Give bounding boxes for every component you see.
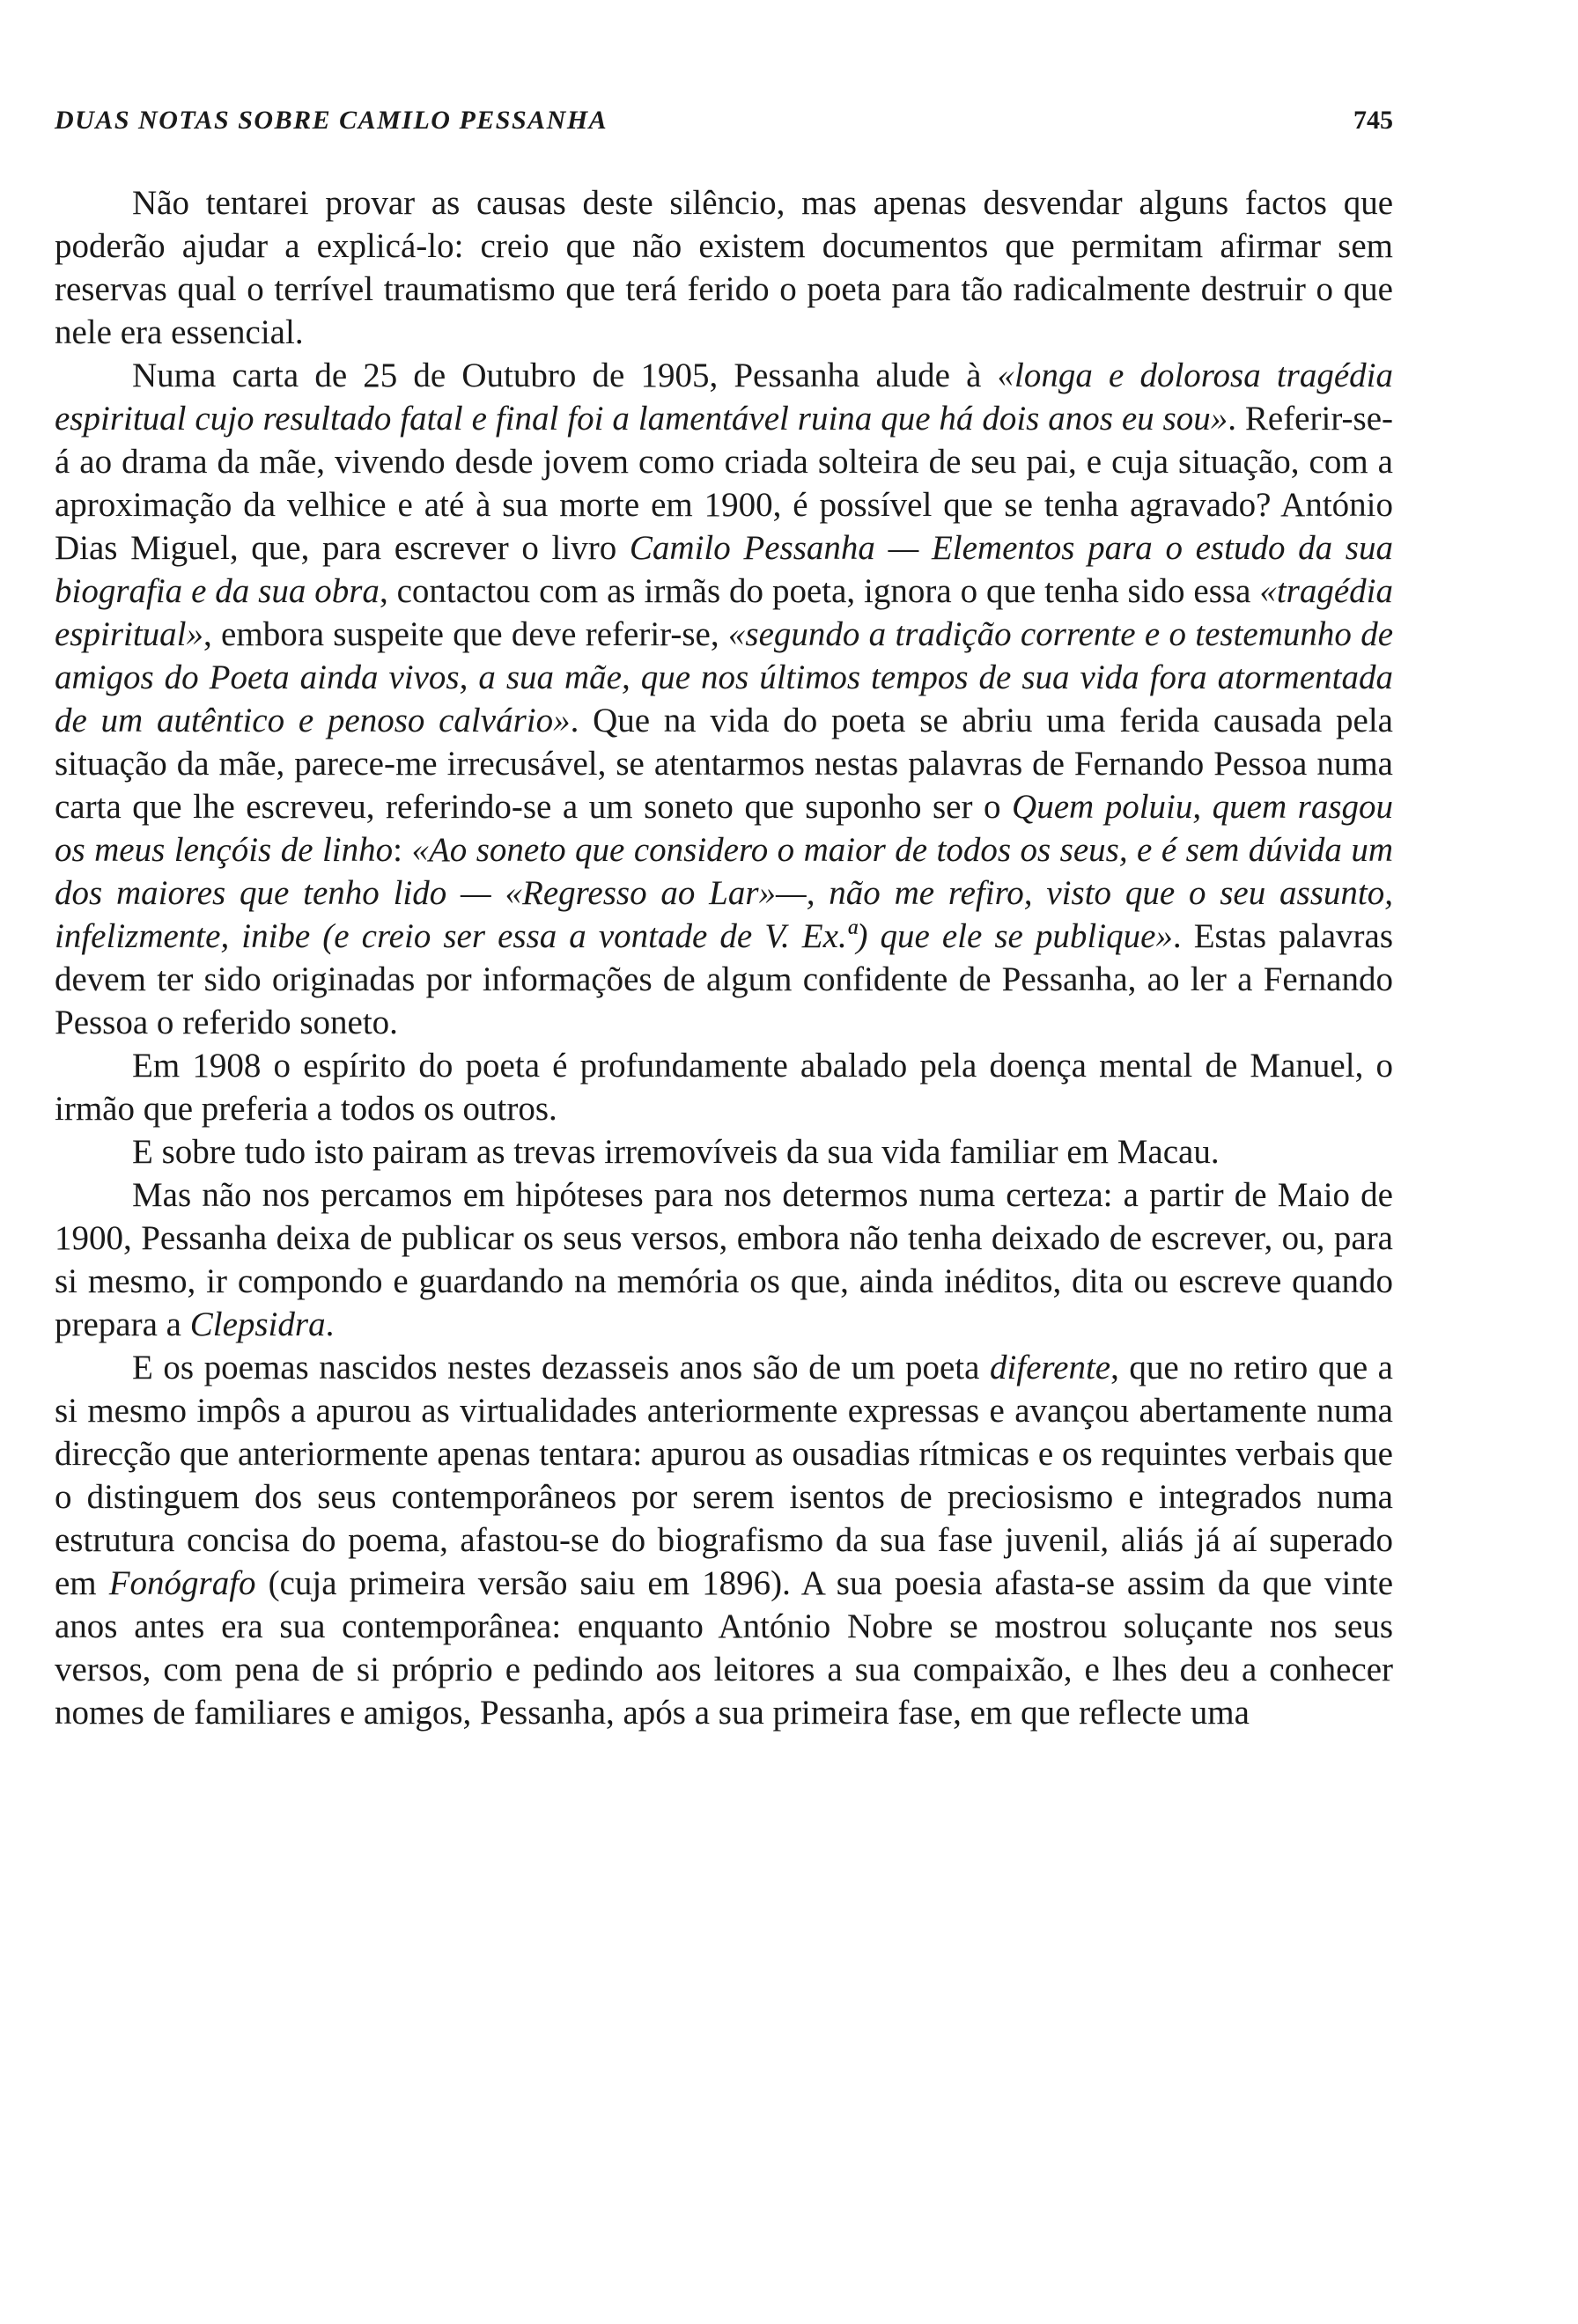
text-span: Mas não nos percamos em hipóteses para nos determos numa certeza: a partir de Maio de 1900, Pessanha deixa de publicar os seus versos, embora não tenha deixado de escrever, ou, para si mesmo, ir compondo e guardando na memória os que, ainda inéditos, dita ou escreve quando prepara a: [55, 1176, 1393, 1343]
text-span: E sobre tudo isto pairam as trevas irremovíveis da sua vida familiar em Macau.: [132, 1133, 1220, 1171]
paragraph: [55, 1044, 1393, 1130]
book-page: [55, 106, 1393, 1734]
text-span: , embora suspeite que deve referir-se,: [203, 615, 728, 653]
text-span: :: [393, 831, 412, 869]
italic-span: «tragédia espiritual»: [55, 572, 1393, 653]
paragraph: [55, 354, 1393, 1044]
text-span: . Que na vida do poeta se abriu uma ferida causada pela situação da mãe, parece-me irrecusável, se atentarmos nestas palavras de Fernando Pessoa numa carta que lhe escreveu, referindo-se a um soneto que suponho ser o: [55, 702, 1393, 826]
text-span: Numa carta de 25 de Outubro de 1905, Pessanha alude à: [132, 357, 998, 394]
italic-span: «segundo a tradição corrente e o testemunho de amigos do Poeta ainda vivos, a sua mãe, que nos últimos tempos de sua vida fora atormentada de um autêntico e penoso calvário»: [55, 615, 1393, 739]
running-title: DUAS NOTAS SOBRE CAMILO PESSANHA: [55, 106, 608, 135]
paragraph: [55, 1130, 1393, 1173]
text-span: , contactou com as irmãs do poeta, ignora o que tenha sido essa: [379, 572, 1260, 610]
italic-span: Camilo Pessanha — Elementos para o estudo da sua biografia e da sua obra: [55, 529, 1393, 610]
body-text: [55, 181, 1393, 1734]
text-span: Não tentarei provar as causas deste silêncio, mas apenas desvendar alguns factos que poderão ajudar a explicá-lo: creio que não existem documentos que permitam afirmar sem reservas qual o terrível traumatismo que terá ferido o poeta para tão radicalmente destruir o que nele era essencial.: [55, 184, 1393, 351]
text-span: E os poemas nascidos nestes dezasseis anos são de um poeta: [132, 1349, 990, 1386]
italic-span: Quem poluiu, quem rasgou os meus lençóis de linho: [55, 788, 1394, 869]
paragraph: [55, 181, 1393, 354]
text-span: , que no retiro que a si mesmo impôs a apurou as virtualidades anteriormente expressas e avançou abertamente numa direcção que anteriormente apenas tentara: apurou as ousadias rítmicas e os requintes verbais que o distinguem dos seus contemporâneos por serem isentos de preciosismo e integrados numa estrutura concisa do poema, afastou-se do biografismo da sua fase juvenil, aliás já aí superado em: [55, 1349, 1393, 1602]
text-span: . Referir-se-á ao drama da mãe, vivendo desde jovem como criada solteira de seu pai, e cuja situação, com a aproximação da velhice e até à sua morte em 1900, é possível que se tenha agravado? António Dias Miguel, que, para escrever o livro: [55, 400, 1393, 567]
italic-span: Clepsidra: [189, 1305, 326, 1343]
italic-span: «Ao soneto que considero o maior de todos os seus, e é sem dúvida um dos maiores que tenho lido — «Regresso ao Lar»—, não me refiro, visto que o seu assunto, infelizmente, inibe (e creio ser essa a vontade de V. Ex.ª) que ele se publique»: [55, 831, 1394, 955]
text-span: .: [325, 1305, 335, 1343]
paragraph: [55, 1173, 1393, 1346]
text-span: (cuja primeira versão saiu em 1896). A sua poesia afasta-se assim da que vinte anos antes era sua contemporânea: enquanto António Nobre se mostrou soluçante nos seus versos, com pena de si próprio e pedindo aos leitores a sua compaixão, e lhes deu a conhecer nomes de familiares e amigos, Pessanha, após a sua primeira fase, em que reflecte uma: [55, 1564, 1394, 1732]
running-head: [55, 106, 1393, 136]
italic-span: diferente: [989, 1349, 1111, 1386]
italic-span: «longa e dolorosa tragédia espiritual cujo resultado fatal e final foi a lamentável ruina que há dois anos eu sou»: [55, 357, 1393, 438]
page-number: 745: [1353, 106, 1393, 135]
text-span: Em 1908 o espírito do poeta é profundamente abalado pela doença mental de Manuel, o irmão que preferia a todos os outros.: [55, 1047, 1393, 1128]
italic-span: Fonógrafo: [108, 1564, 256, 1602]
paragraph: [55, 1346, 1393, 1734]
text-span: . Estas palavras devem ter sido originadas por informações de algum confidente de Pessanha, ao ler a Fernando Pessoa o referido soneto.: [55, 917, 1393, 1041]
